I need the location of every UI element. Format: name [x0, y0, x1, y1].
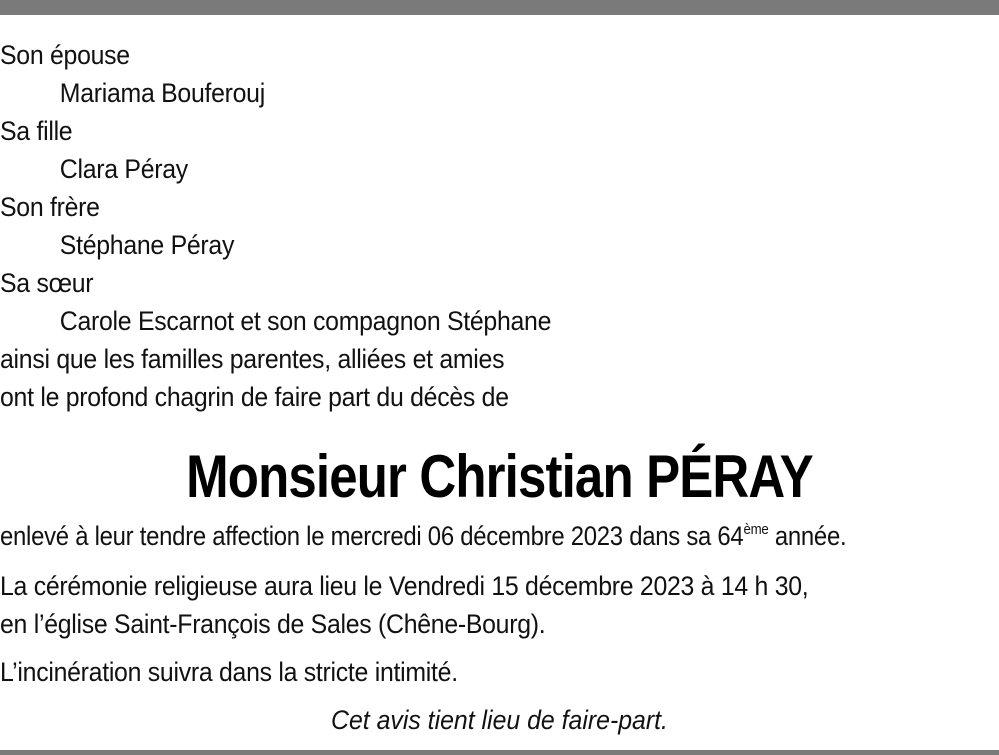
- relation-label-brother: Son frère: [0, 192, 100, 222]
- death-statement-end: année.: [768, 521, 847, 551]
- family-member-daughter: Clara Péray: [59, 154, 188, 184]
- obituary-notice: [0, 36, 999, 739]
- family-member-spouse: Mariama Bouferouj: [59, 78, 265, 108]
- ceremony-line-date: La cérémonie religieuse aura lieu le Vendredi 15 décembre 2023 à 14 h 30,: [0, 571, 809, 601]
- death-statement: [0, 517, 884, 555]
- relation-label-daughter: Sa fille: [0, 116, 73, 146]
- top-border-rule: [0, 0, 999, 15]
- cremation-statement: L’incinération suivra dans la stricte intimité.: [0, 657, 458, 687]
- intro-line-announcement: ont le profond chagrin de faire part du décès de: [0, 382, 509, 412]
- family-list: [0, 36, 999, 340]
- deceased-name-heading: Monsieur Christian PÉRAY: [186, 443, 813, 510]
- relation-label-sister: Sa sœur: [0, 268, 94, 298]
- ordinal-superscript: ème: [743, 521, 769, 538]
- family-member-sister: Carole Escarnot et son compagnon Stéphane: [59, 306, 552, 336]
- family-member-brother: Stéphane Péray: [59, 230, 235, 260]
- ceremony-line-location: en l’église Saint-François de Sales (Chêne-Bourg).: [0, 609, 546, 639]
- closing-note: Cet avis tient lieu de faire-part.: [331, 705, 668, 735]
- intro-line-families: ainsi que les familles parentes, alliées et amies: [0, 344, 505, 374]
- bottom-border-rule: [0, 750, 999, 755]
- relation-label-spouse: Son épouse: [0, 40, 130, 70]
- death-statement-text: enlevé à leur tendre affection le mercredi 06 décembre 2023 dans sa 64: [0, 521, 744, 551]
- ceremony-paragraph: [0, 567, 919, 643]
